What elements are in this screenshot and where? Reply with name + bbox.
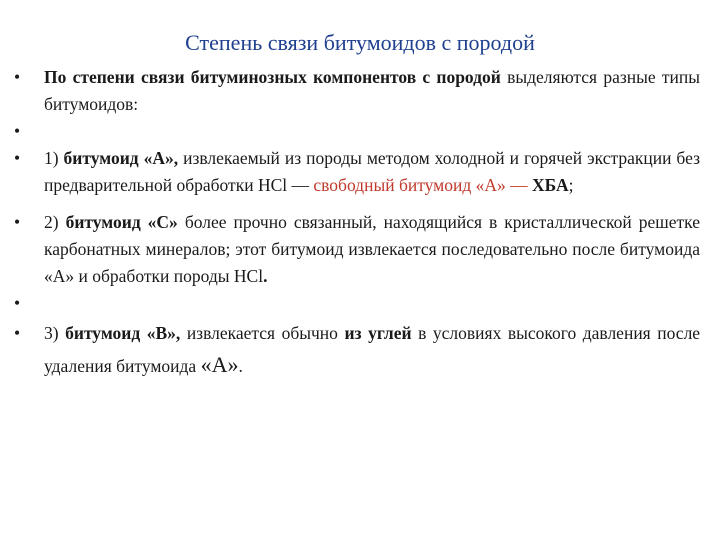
item-number: 2) [44, 212, 59, 232]
bullet-icon: • [14, 67, 21, 87]
from-coals-phrase: из углей [344, 323, 412, 343]
slide-title: Степень связи битумоидов с породой [185, 30, 535, 55]
bullet-item-bitumoid-a [14, 145, 700, 199]
item-end-punct: . [263, 266, 268, 286]
item-end-punct: . [238, 356, 243, 376]
intro-bold-text: По степени связи битуминозных компонентов с породой [44, 67, 501, 87]
bitumoid-a-text: извлекаемый из породы методом холодной и горячей экстракции без предварительной обработки HCl — [44, 148, 700, 195]
bitumoid-a-term: битумоид «А», [63, 148, 179, 168]
bullet-list [14, 64, 700, 382]
bullet-item-bitumoid-b [14, 317, 700, 382]
bullet-icon: • [14, 148, 21, 168]
bullet-icon: • [14, 121, 21, 141]
bitumoid-a-quote: «А» [200, 352, 239, 377]
bullet-item-bitumoid-c [14, 209, 700, 290]
hba-abbreviation: ХБА [532, 175, 569, 195]
bullet-icon: • [14, 293, 21, 313]
bullet-icon: • [14, 323, 21, 343]
bitumoid-b-text-1: извлекается обычно [186, 323, 338, 343]
bitumoid-b-term: битумоид «В», [65, 323, 181, 343]
bullet-icon: • [14, 212, 21, 232]
bullet-item-intro [14, 64, 700, 118]
item-end-punct: ; [568, 175, 574, 195]
bitumoid-b-text-2: в условиях высокого давления после удаления битумоида [44, 323, 701, 376]
item-number: 1) [44, 148, 59, 168]
free-bitumoid-text: свободный битумоид «А» — [313, 175, 528, 195]
bitumoid-c-term: битумоид «С» [65, 212, 178, 232]
intro-text: выделяются разные типы битумоидов: [44, 67, 701, 114]
bitumoid-c-text: более прочно связанный, находящийся в кристаллической решетке карбонатных минералов; этот битумоид извлекается последовательно после битумоида «А» и обработки породы HCl [44, 212, 701, 286]
bullet-item-empty-2 [14, 290, 700, 317]
bullet-item-empty-1 [14, 118, 700, 145]
item-number: 3) [44, 323, 59, 343]
